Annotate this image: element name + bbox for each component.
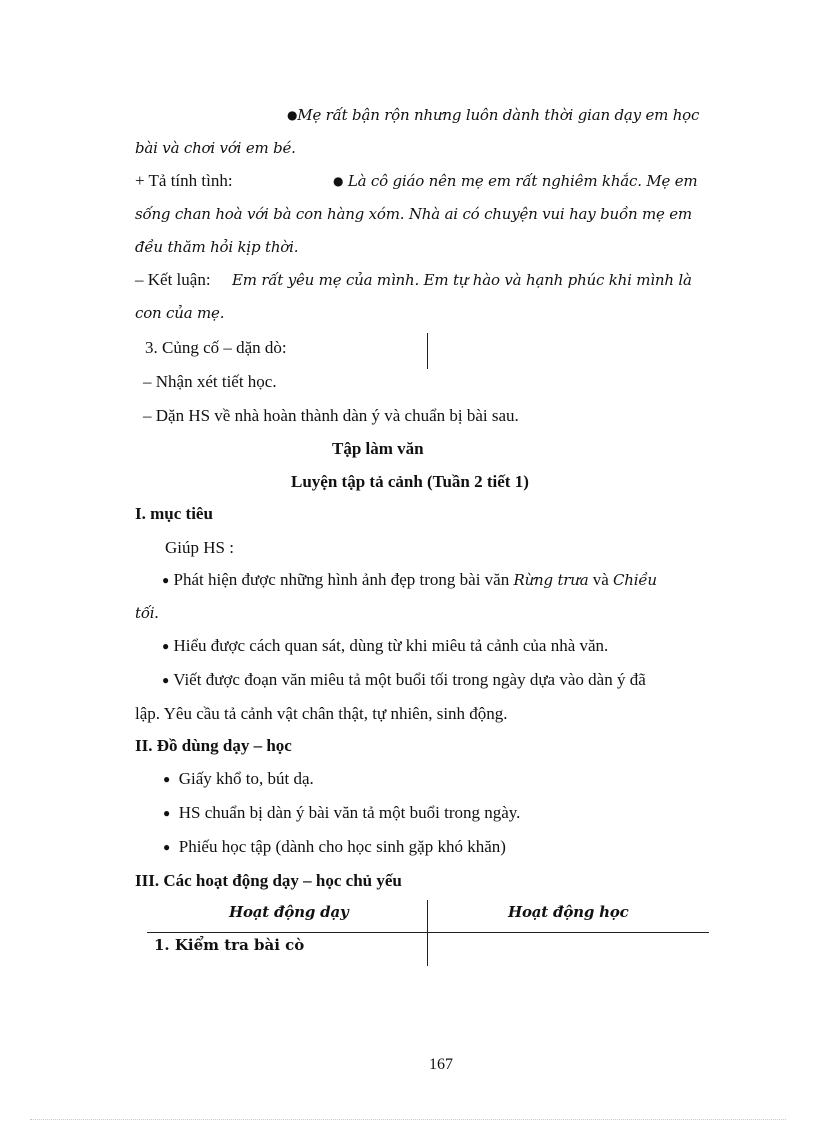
body-line-10: – Dặn HS về nhà hoàn thành dàn ý và chuẩn bị bài sau. [143,406,519,425]
bullet-icon: ● [162,673,170,687]
bullet-icon: ● [333,174,344,188]
body-line-1: ●Mẹ rất bận rộn nhưng luôn dành thời gian dạy em học [287,106,700,124]
lesson-title: Tập làm văn [332,439,424,458]
objective-item-3: ● Viết được đoạn văn miêu tả một buổi tối trong ngày dựa vào dàn ý đã [162,670,646,689]
section3-heading: III. Các hoạt động dạy – học chủ yếu [135,871,402,890]
bullet-icon: ● [162,639,170,653]
table-row-1-label: 1. Kiểm tra bài cò [154,936,305,954]
table-header-rule [147,932,709,933]
materials-item-2: ● HS chuẩn bị dàn ý bài văn tả một buổi trong ngày. [163,803,521,822]
bullet-icon: ● [162,573,170,587]
bullet-icon: ● [163,772,171,786]
body-line-6: Em rất yêu mẹ của mình. Em tự hào và hạnh phúc khi mình là [232,271,692,289]
materials-item-1: ● Giấy khổ to, bút dạ. [163,769,314,788]
body-line-7: con của mẹ. [135,304,225,322]
objective-item-2: ● Hiểu được cách quan sát, dùng từ khi miêu tả cảnh của nhà văn. [162,636,609,655]
body-line-4: sống chan hoà với bà con hàng xóm. Nhà ai có chuyện vui hay buồn mẹ em [135,205,692,223]
bullet-icon: ● [287,108,298,122]
objective-item-3-cont: lập. Yêu cầu tả cảnh vật chân thật, tự nhiên, sinh động. [135,704,508,723]
objective-item-1-cont: tối. [135,603,159,622]
body-line-5: đều thăm hỏi kịp thời. [135,238,299,256]
table-header-student: Hoạt động học [508,903,629,921]
section1-intro: Giúp HS : [165,538,234,557]
section2-heading: II. Đồ dùng dạy – học [135,736,292,755]
page-edge-rule [30,1119,786,1120]
vertical-divider [427,333,428,369]
trait-label: + Tả tính tình: [135,171,233,190]
page-number: 167 [429,1056,453,1073]
body-line-9: – Nhận xét tiết học. [143,372,277,391]
table-header-teacher: Hoạt động dạy [229,903,349,921]
body-line-2: bài và chơi với em bé. [135,139,296,157]
conclusion-label: – Kết luận: [135,270,211,289]
bullet-icon: ● [163,840,171,854]
objective-item-1: ● Phát hiện được những hình ảnh đẹp trong bài văn Rừng trưa và Chiều [162,570,657,589]
body-line-3: ● Là cô giáo nên mẹ em rất nghiêm khắc. Mẹ em [333,172,698,190]
lesson-subtitle: Luyện tập tả cảnh (Tuần 2 tiết 1) [291,472,529,491]
consolidation-heading: 3. Củng cố – dặn dò: [145,338,287,357]
table-column-divider [427,900,428,966]
materials-item-3: ● Phiếu học tập (dành cho học sinh gặp khó khăn) [163,837,506,856]
bullet-icon: ● [163,806,171,820]
section1-heading: I. mục tiêu [135,504,213,523]
